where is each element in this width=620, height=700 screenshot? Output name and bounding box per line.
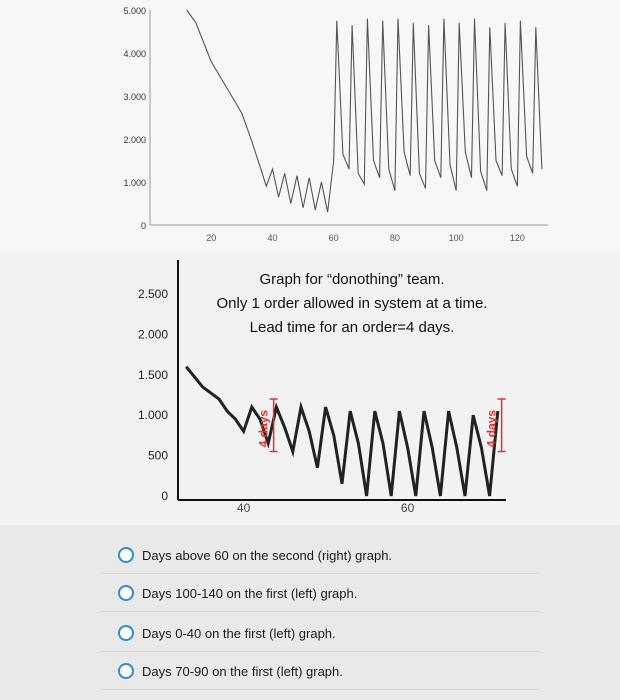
option-days-70-90[interactable]: [100, 653, 540, 690]
radio-icon[interactable]: [118, 625, 134, 641]
option-days-above-60[interactable]: [100, 537, 540, 574]
bottom-chart: [0, 250, 620, 525]
top-chart-x-ticks: [206, 233, 525, 243]
y-tick-label: 500: [147, 448, 168, 463]
option-days-100-140[interactable]: [100, 575, 540, 612]
bottom-chart-panel: [0, 250, 620, 525]
bottom-chart-series: [186, 367, 498, 496]
bottom-chart-y-ticks: [138, 287, 168, 503]
option-days-0-40[interactable]: [100, 615, 540, 652]
chart-title-line-3: Lead time for an order=4 days.: [249, 319, 455, 336]
x-tick-label: 60: [400, 501, 415, 515]
inventory-line: [186, 367, 498, 496]
option-label: Days 100-140 on the first (left) graph.: [142, 585, 358, 601]
x-tick-label: 40: [236, 501, 251, 515]
y-tick-label: 2.500: [137, 287, 168, 301]
y-tick-label: 3.000: [123, 92, 146, 102]
chart-title-line-1: Graph for “donothing” team.: [259, 271, 445, 288]
y-tick-label: 1.000: [123, 178, 146, 188]
x-tick-label: 20: [206, 233, 217, 243]
x-tick-label: 60: [328, 233, 339, 243]
x-tick-label: 120: [509, 233, 525, 243]
y-tick-label: 0: [140, 221, 146, 231]
top-chart-y-ticks: [123, 6, 146, 231]
y-tick-label: 2.000: [123, 135, 146, 145]
y-tick-label: 0: [161, 489, 168, 503]
top-chart-series: [187, 10, 542, 212]
bottom-chart-x-ticks: [237, 501, 415, 515]
radio-icon[interactable]: [118, 547, 134, 563]
answer-options: [0, 525, 620, 700]
y-tick-label: 1.500: [137, 367, 168, 382]
y-tick-label: 4.000: [123, 49, 146, 59]
chart-title-line-2: Only 1 order allowed in system at a time.: [216, 295, 488, 312]
radio-icon[interactable]: [118, 663, 134, 679]
option-label: Days 70-90 on the first (left) graph.: [142, 663, 343, 679]
y-tick-label: 1.000: [137, 408, 168, 423]
radio-icon[interactable]: [118, 585, 134, 601]
annotation-label: 4 days: [256, 409, 271, 448]
option-label: Days 0-40 on the first (left) graph.: [142, 625, 336, 641]
y-tick-label: 2.000: [137, 327, 168, 342]
x-tick-label: 100: [448, 233, 464, 243]
option-label: Days above 60 on the second (right) graph.: [142, 547, 393, 563]
y-tick-label: 5.000: [123, 6, 146, 16]
inventory-line: [187, 10, 542, 212]
x-tick-label: 80: [389, 233, 400, 243]
x-tick-label: 40: [267, 233, 278, 243]
top-chart: [0, 0, 620, 250]
annotation-label: 4 days: [484, 409, 499, 448]
top-chart-panel: [0, 0, 620, 250]
